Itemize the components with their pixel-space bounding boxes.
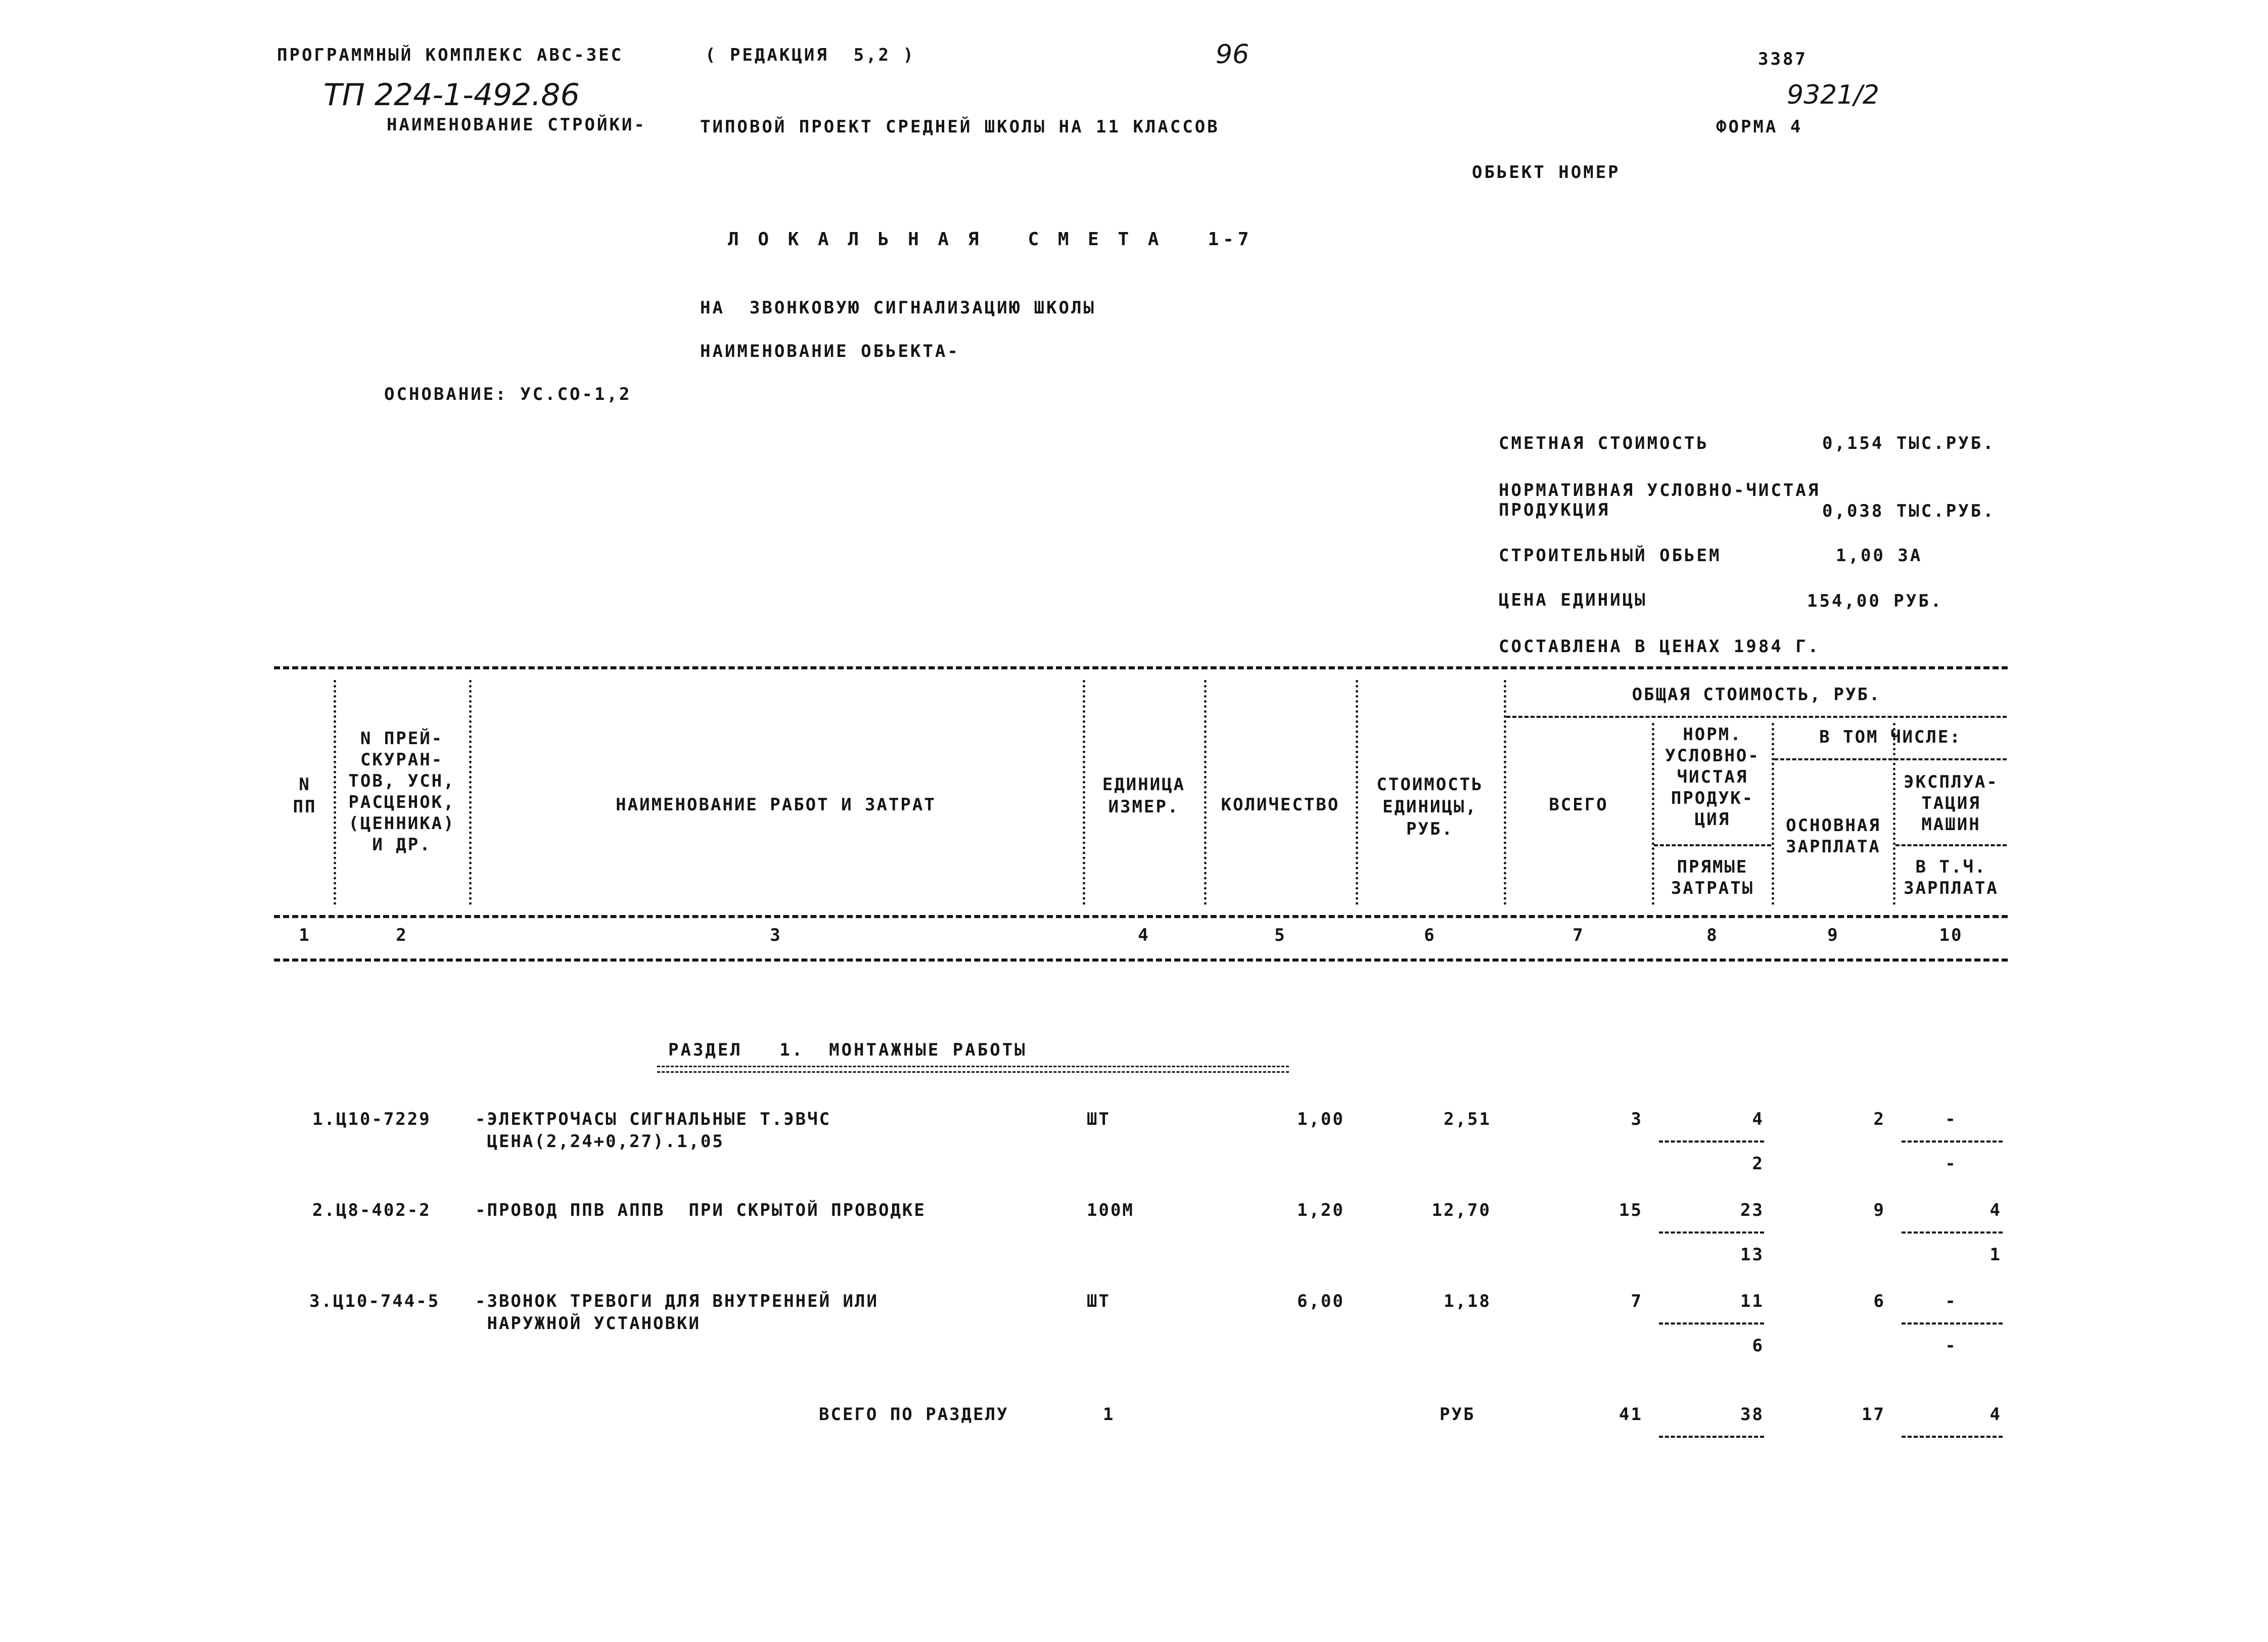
row-3-qty: 6,00 [1297,1291,1345,1311]
col-number: 9 [1827,925,1839,945]
col-sep-2 [469,680,472,905]
row-1-norm: 4 [1752,1109,1764,1129]
col-number: 4 [1138,925,1150,945]
row-2-mach-rule [1902,1232,2003,1234]
header-total-cost: ОБЩАЯ СТОИМОСТЬ, РУБ. [1632,685,1881,705]
row-1-norm-rule [1659,1141,1764,1143]
row-3-code: 3.Ц10-744-5 [309,1291,440,1311]
row-2-norm-rule [1659,1232,1764,1234]
estimate-subject: НА ЗВОНКОВУЮ СИГНАЛИЗАЦИЮ ШКОЛЫ [700,298,1096,318]
row-3-norm-rule [1659,1322,1764,1325]
header-col-9: ОСНОВНАЯ ЗАРПЛАТА [1786,815,1881,857]
section-total-mach: 4 [1989,1404,2002,1425]
col-number: 5 [1274,925,1286,945]
header-col-4: ЕДИНИЦА ИЗМЕР. [1102,774,1186,817]
row-2-mach: 4 [1989,1200,2002,1220]
row-3-name: -ЗВОНОК ТРЕВОГИ ДЛЯ ВНУТРЕННЕЙ ИЛИ НАРУЖНОЙ УСТАНОВКИ [475,1291,878,1334]
section-total-norm: 38 [1740,1404,1764,1425]
row-1-price: 2,51 [1444,1109,1491,1129]
volume-value: 1,00 ЗА [1836,545,1923,566]
row-3-mach: - [1945,1291,1957,1311]
header-col-1: N ПП [293,774,317,817]
section-total-mach-rule [1902,1436,2003,1438]
col-number: 7 [1572,925,1585,945]
row-1-mach-rule [1902,1141,2003,1143]
normative-label-2: ПРОДУКЦИЯ [1499,500,1610,520]
row-3-unit: ШТ [1087,1291,1110,1311]
section-total-unit: РУБ [1440,1404,1475,1425]
header-total-rule [1506,716,2007,718]
doc-number: 3387 [1758,49,1808,69]
row-2-qty: 1,20 [1297,1200,1345,1220]
header-col-6: СТОИМОСТЬ ЕДИНИЦЫ, РУБ. [1376,774,1484,839]
col-sep-6 [1504,680,1506,905]
section-total-total: 41 [1619,1404,1643,1425]
program-name: ПРОГРАММНЫЙ КОМПЛЕКС АВС-3ЕС [277,45,624,65]
row-1-mach: - [1945,1109,1957,1129]
col-number: 6 [1424,925,1436,945]
construction-label: НАИМЕНОВАНИЕ СТРОЙКИ- [387,115,646,135]
col-number: 10 [1939,925,1963,945]
row-3-price: 1,18 [1444,1291,1491,1311]
estimate-title: Л О К А Л Ь Н А Я С М Е Т А 1-7 [728,229,1253,250]
header-col-7: ВСЕГО [1549,795,1608,815]
row-2-name: -ПРОВОД ППВ АППВ ПРИ СКРЫТОЙ ПРОВОДКЕ [475,1200,926,1220]
basis: ОСНОВАНИЕ: УС.СО-1,2 [384,384,632,404]
row-2-wage: 9 [1873,1200,1885,1220]
object-number: ОБЬЕКТ НОМЕР [1472,162,1621,183]
edition: ( РЕДАКЦИЯ 5,2 ) [705,45,915,65]
normative-value: 0,038 ТЫС.РУБ. [1822,501,1996,521]
section-total-norm-rule [1659,1436,1764,1438]
section-total-number: 1 [1103,1404,1115,1425]
row-2-unit: 100М [1087,1200,1134,1220]
row-1-unit: ШТ [1087,1109,1110,1129]
col-number: 3 [770,925,782,945]
row-3-total: 7 [1631,1291,1643,1311]
col-number: 8 [1706,925,1719,945]
header-bottom-rule [274,959,2008,962]
header-col-3: НАИМЕНОВАНИЕ РАБОТ И ЗАТРАТ [616,795,936,815]
row-2-total: 15 [1619,1200,1643,1220]
col-number: 2 [396,925,408,945]
row-1-direct: 2 [1752,1154,1764,1174]
estimated-cost-label: СМЕТНАЯ СТОИМОСТЬ [1499,433,1709,453]
prices-note: СОСТАВЛЕНА В ЦЕНАХ 1984 Г. [1499,636,1821,657]
header-col-5: КОЛИЧЕСТВО [1221,795,1340,815]
section-total-wage: 17 [1862,1404,1885,1425]
row-2-mach-wage: 1 [1989,1245,2002,1265]
row-1-mach-wage: - [1945,1154,1957,1174]
col-sep-8 [1772,723,1774,905]
row-1-qty: 1,00 [1297,1109,1345,1129]
estimated-cost-value: 0,154 ТЫС.РУБ. [1822,433,1996,453]
row-3-mach-wage: - [1945,1336,1957,1356]
row-1-wage: 2 [1873,1109,1885,1129]
row-3-wage: 6 [1873,1291,1885,1311]
row-2-direct: 13 [1740,1245,1764,1265]
header-col-10-top: ЭКСПЛУА- ТАЦИЯ МАШИН [1904,772,1999,835]
col-sep-4 [1204,680,1207,905]
header-col-10-rule [1895,844,2007,846]
row-1-name: -ЭЛЕКТРОЧАСЫ СИГНАЛЬНЫЕ Т.ЭВЧС ЦЕНА(2,24+0,27).1,05 [475,1109,831,1152]
form-label: ФОРМА 4 [1716,117,1803,137]
header-col-8-rule [1654,844,1771,846]
row-3-norm: 11 [1740,1291,1764,1311]
header-col-2: N ПРЕЙ- СКУРАН- ТОВ, УСН, РАСЦЕНОК, (ЦЕННИКА) И ДР. [348,728,455,855]
header-including: В ТОМ ЧИСЛЕ: [1819,727,1962,747]
unit-price-label: ЦЕНА ЕДИНИЦЫ [1499,590,1647,610]
row-3-direct: 6 [1752,1336,1764,1356]
section-title: РАЗДЕЛ 1. МОНТАЖНЫЕ РАБОТЫ [668,1040,1027,1060]
header-mid-rule [274,915,2008,918]
row-2-norm: 23 [1740,1200,1764,1220]
header-col-8-bottom: ПРЯМЫЕ ЗАТРАТЫ [1671,857,1754,898]
construction-name: ТИПОВОЙ ПРОЕКТ СРЕДНЕЙ ШКОЛЫ НА 11 КЛАССОВ [700,117,1220,137]
row-3-mach-rule [1902,1322,2003,1325]
sheet-code: 9321/2 [1787,80,1879,110]
row-1-total: 3 [1631,1109,1643,1129]
table-top-rule [274,666,2008,669]
section-total-label: ВСЕГО ПО РАЗДЕЛУ [819,1404,1009,1425]
header-col-10-bottom: В Т.Ч. ЗАРПЛАТА [1904,857,1999,898]
normative-label-1: НОРМАТИВНАЯ УСЛОВНО-ЧИСТАЯ [1499,480,1821,500]
col-number: 1 [299,925,311,945]
volume-label: СТРОИТЕЛЬНЫЙ ОБЬЕМ [1499,545,1722,566]
row-2-code: 2.Ц8-402-2 [312,1200,431,1220]
header-including-rule [1774,758,2007,760]
header-col-8-top: НОРМ. УСЛОВНО- ЧИСТАЯ ПРОДУК- ЦИЯ [1665,724,1760,830]
object-name-label: НАИМЕНОВАНИЕ ОБЬЕКТА- [700,341,960,361]
row-1-code: 1.Ц10-7229 [312,1109,431,1129]
row-2-price: 12,70 [1431,1200,1491,1220]
section-title-underline [657,1066,1289,1073]
unit-price-value: 154,00 РУБ. [1807,591,1943,611]
page-number: 96 [1216,39,1249,70]
project-code: ТП 224-1-492.86 [323,77,580,113]
